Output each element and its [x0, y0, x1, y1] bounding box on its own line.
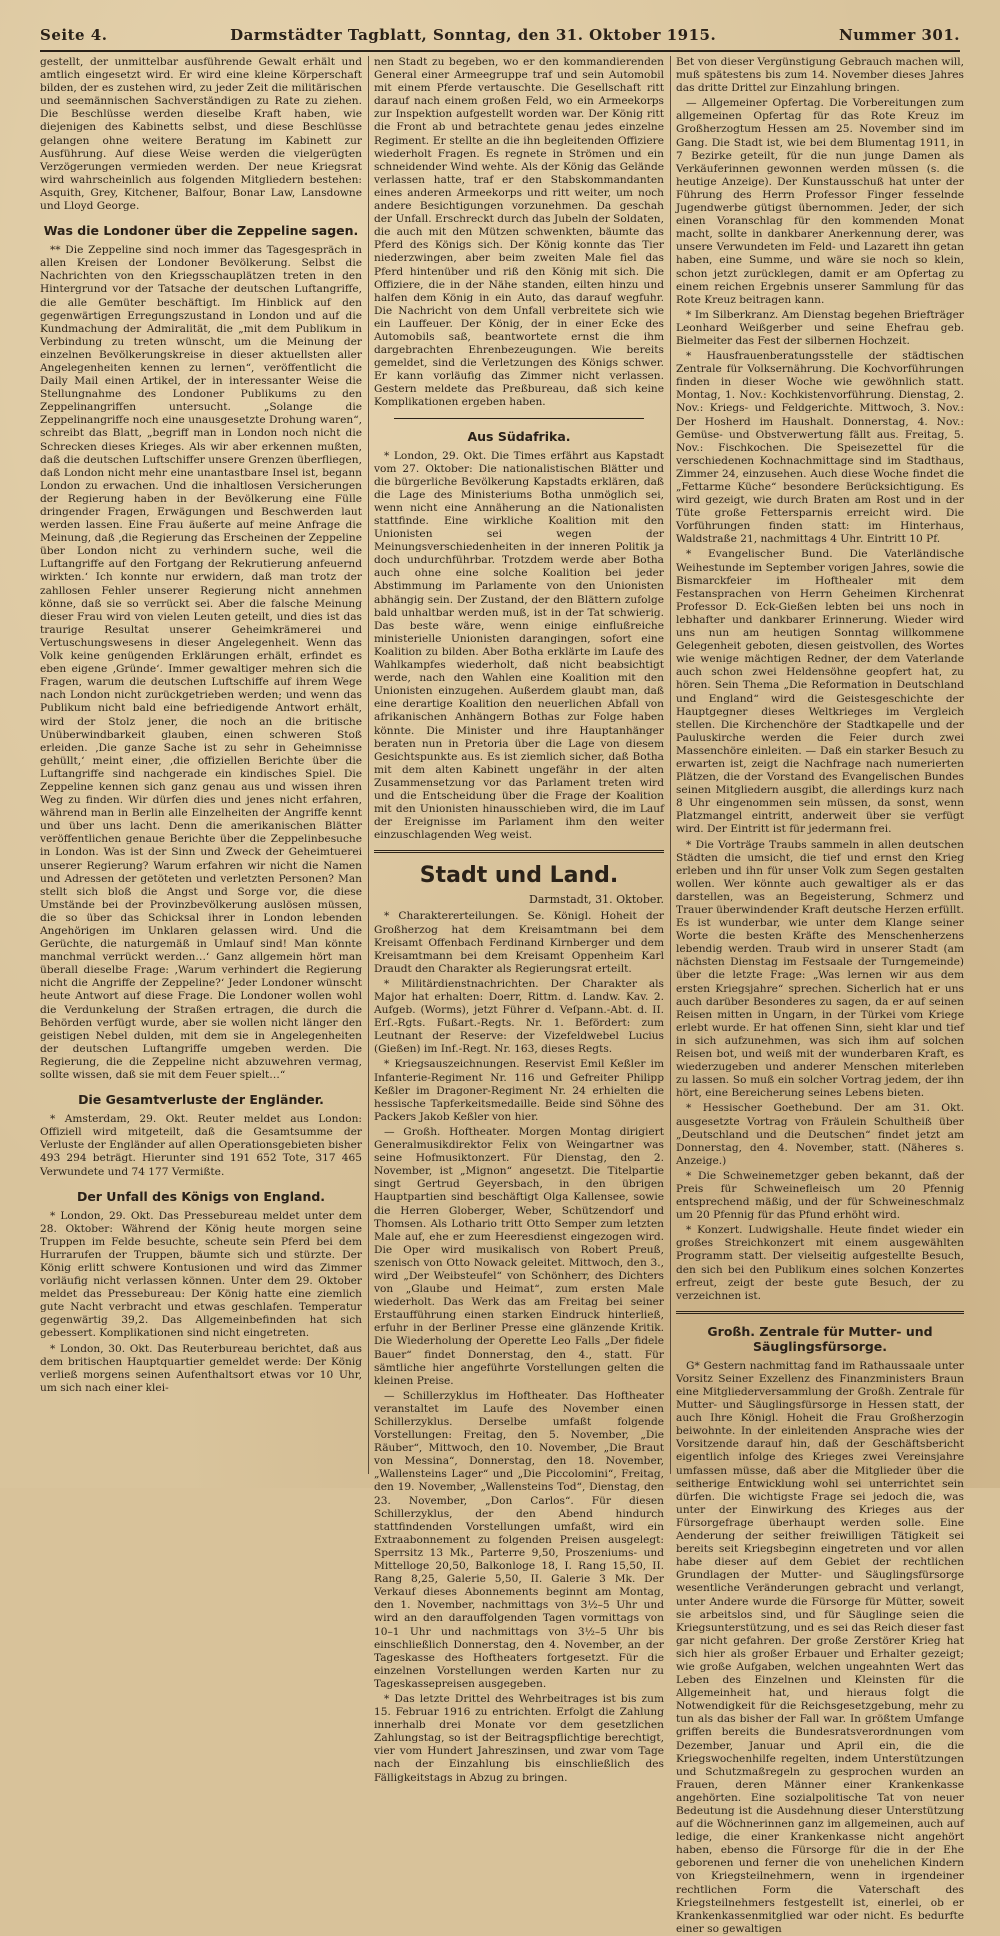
local-item: * Die Schweinemetzger geben bekannt, daß der Preis für Schweinefleisch um 20 Pfennig entsprechend mäßig, und der für Schweineschmalz um 20 Pfennig für das Pfund erhöht wird.	[676, 1169, 964, 1222]
headline-zeppeline: Was die Londoner über die Zeppeline sagen.	[43, 223, 359, 239]
page-header	[40, 26, 960, 48]
local-item: * Charaktererteilungen. Se. Königl. Hoheit der Großherzog hat dem Kreisamtmann bei dem Kreisamt Offenbach Ferdinand Kirnberger und dem Kreisamtmann bei dem Kreisamt Oppenheim Karl Draudt den Charakter als Regierungsrat erteilt.	[374, 910, 664, 975]
article-zentrale: G* Gestern nachmittag fand im Rathaussaale unter Vorsitz Seiner Exzellenz des Finanzministers Braun eine Mitgliederversammlung der Großh. Zentrale für Mutter- und Säuglingsfürsorge in Hessen statt, der auch Ihre Königl. Hoheit die Frau Großherzogin beiwohnte. In der einleitenden Ansprache wies der Vorsitzende darauf hin, daß der Geschäftsbericht eigentlich infolge des Krieges zwei Vereinsjahre umfassen müsse, daß aber die Mitglieder über die seitherige Entwicklung wohl sei unterrichtet sein dürfen. Die wichtigste Frage sei jedoch die, was unter der Einwirkung des Krieges aus der Fürsorgefrage überhaupt werden solle. Eine Aenderung der seither freiwilligen Tätigkeit sei bereits seit Kriegsbeginn eingetreten und vor allen habe dieser auf dem Gebiet der rechtlichen Grundlagen der Mutter- und Säuglingsfürsorge wesentliche Veränderungen gebracht und verlangt, unter Andere wurde die Fürsorge für Mütter, soweit sie arbeitslos sind, und für Säuglinge seien die Kriegsunterstützung, und es sei das Reich dieser fast gar nicht gefahren. Der große Zerstörer Krieg hat sich hier als großer Erbauer und Erhalter gezeigt; wie große Aufgaben, welchen ungeahnten Wert das Leben des Einzelnen und Kleinsten für die Allgemeinheit hat, und hieraus folgt die Notwendigkeit für die Reichsgesetzgebung, mehr zu tun als das bisher der Fall war. In größtem Umfange griffen bereits die Bundesratsverordnungen vom Dezember, Januar und April ein, die die Kriegswochenhilfe regelten, indem Unterstützungen und Schutzmaßregeln zu gesprochen wurden an Frauen, deren Männer einer Krankenkasse angehörten. Eine sozialpolitische Tat von neuer Bedeutung ist die Ausdehnung dieser Unterstützung auf die Wöchnerinnen ganz im allgemeinen, auch auf ledige, die einer Krankenkasse nicht angehört haben, ebenso die Fürsorge für die in der Ehe geborenen und ferner die von unehelichen Kindern von Kriegsteilnehmern, wenn in irgendeiner rechtlichen Form die Vaterschaft des Kriegsteilnehmers festgestellt ist, einerlei, ob er Krankenkassenmitglied war oder nicht. Es bedurfte einer so gewaltigen	[676, 1359, 964, 1935]
page-number: Seite 4.	[40, 26, 108, 44]
local-item: * Militärdienstnachrichten. Der Charakter als Major hat erhalten: Doerr, Rittm. d. Landw. Kav. 2. Aufgeb. (Worms), jetzt Führer d. Veſpann.-Abt. d. II. Erſ.-Rgts. Fußart.-Regts. Nr. 1. Befördert: zum Leutnant der Reserve: der Vizefeldwebel Lucius (Gießen) im Inf.-Regt. Nr. 163, dieses Regts.	[374, 977, 664, 1056]
local-item: — Schillerzyklus im Hoftheater. Das Hoftheater veranstaltet im Laufe des November einen Schillerzyklus. Derselbe umfaßt folgende Vorstellungen: Freitag, den 5. November, „Die Räuber“, Mittwoch, den 10. November, „Die Braut von Messina“, Donnerstag, den 18. November, „Wallensteins Lager“ und „Die Piccolomini“, Freitag, den 19. November, „Wallensteins Tod“, Dienstag, den 23. November, „Don Carlos“. Für diesen Schillerzyklus, der den Abend hindurch stattfindenden Vorstellungen umfaßt, wird ein Extraabonnement zu folgenden Preisen ausgelegt: Sperrsitz 13 Mk., Parterre 9,50, Proszeniums- und Mittelloge 20,50, Balkonloge 18, I. Rang 15,50, II. Rang 8,25, Galerie 5,50, II. Galerie 3 Mk. Der Verkauf dieses Abonnements beginnt am Montag, den 1. November, nachmittags von 3½–5 Uhr und wird an den darauffolgenden Tagen vormittags von 10–1 Uhr und nachmittags von 3½–5 Uhr bis einschließlich Donnerstag, den 4. November, an der Tageskasse des Hoftheaters fortgesetzt. Für die einzelnen Vorstellungen werden Karten nur zu Tageskassepreisen ausgegeben.	[374, 1389, 664, 1690]
separator	[394, 418, 644, 419]
local-item: * Konzert. Ludwigshalle. Heute findet wieder ein großes Streichkonzert mit einem ausgewählten Programm statt. Der vielseitig aufgestellte Besuch, den sich bei den Publikum eines solchen Konzertes erfreut, zeigt der beste gute Besuch, der zu verzeichnen ist.	[676, 1224, 964, 1302]
headline-gesamtverluste: Die Gesamtverluste der Engländer.	[78, 1092, 324, 1108]
local-item: * Kriegsauszeichnungen. Reservist Emil Keßler im Infanterie-Regiment Nr. 116 und Gefreiter Philipp Keßler im Dragoner-Regiment Nr. 24 erhielten die hessische Tapferkeitsmedaille. Beide sind Söhne des Packers Jakob Keßler von hier.	[374, 1058, 664, 1123]
issue-number: Nummer 301.	[838, 26, 960, 44]
article-suedafrika: * London, 29. Okt. Die Times erfährt aus Kapstadt vom 27. Oktober: Die nationalistischen Blätter und die bürgerliche Bevölkerung Kapstadts erklären, daß die Lage des Ministeriums Botha unmöglich sei, wenn nicht eine Annäherung an die Nationalisten stattfinde. Eine wirkliche Koalition mit den Unionisten sei wegen der Meinungsverschiedenheiten in der inneren Politik ja doch undurchführbar. Trotzdem werde aber Botha auch ohne eine solche Koalition bei jeder Abstimmung im Parlamente von den Unionisten abhängig sein. Der Zustand, der den Blättern zufolge bald unhaltbar werden muß, ist in der Tat schwierig. Das beste wäre, wenn einige einflußreiche ministerielle Unionisten darangingen, sofort eine Koalition zu bilden. Aber Botha erklärte im Laufe des Wahlkampfes wiederholt, daß nicht beabsichtigt werde, nach den Wahlen eine Koalition mit den Unionisten einzugehen. Außerdem glaubt man, daß eine derartige Koalition den neuerlichen Abfall von afrikanischen Anhängern Bothas zur Folge haben könnte. Die Minister und ihre Hauptanhänger beraten nun in Pretoria über die Lage von diesem Gesichtspunkte aus. Es ist ziemlich sicher, daß Botha mit dem alten Kabinett ungefähr in der alten Zusammensetzung vor das Parlament treten wird und die Entscheidung über die Frage der Koalition mit den Unionisten hinausschieben wird, die im Lauf der Ereignisse im Parlament ihm den weiter einzuschlagenden Weg weist.	[374, 449, 664, 842]
local-item: Bet von dieser Vergünstigung Gebrauch machen will, muß spätestens bis zum 14. November dieses Jahres das dritte Drittel zur Einzahlung bringen.	[676, 56, 964, 95]
local-item: * Das letzte Drittel des Wehrbeitrages ist bis zum 15. Februar 1916 zu entrichten. Erfolgt die Zahlung innerhalb drei Monate vor dem gesetzlichen Zahlungstag, so ist der Beitragspflichtige berechtigt, vier vom Hundert Jahreszinsen, und zwar vom Tage nach der Einzahlung bis einschließlich des Fälligkeitstags in Abzug zu bringen.	[374, 1692, 664, 1784]
column-divider	[368, 56, 369, 1474]
column-3	[676, 56, 964, 1935]
column-2	[374, 56, 664, 1784]
article-unfall-2: * London, 30. Okt. Das Reuterbureau berichtet, daß aus dem britischen Hauptquartier gemeldet werde: Der König verließ morgens seinen Aufenthaltsort etwas vor 10 Uhr, um sich nach einer klei-	[40, 1342, 362, 1394]
article-unfall-1: * London, 29. Okt. Das Pressebureau meldet unter dem 28. Oktober: Während der König heute morgen seine Truppen im Felde besuchte, scheute sein Pferd bei dem Hurrarufen der Truppen, bäumte sich und stürzte. Der König erlitt schwere Kontusionen und wird das Zimmer vorläufig nicht verlassen können. Unter dem 29. Oktober meldet das Pressebureau: Der König hatte eine ziemlich gute Nacht verbracht und etwas geschlafen. Temperatur gegenwärtig 39,2. Das Allgemeinbefinden hat sich gebessert. Komplikationen sind nicht eingetreten.	[40, 1209, 362, 1340]
local-item: * Die Vorträge Traubs sammeln in allen deutschen Städten die umsicht, die tief und ernst den Krieg erleben und ihn für unser Volk zum Segen gestalten wollen. Wer könnte auch gewaltiger als er das darstellen, was an Begeisterung, Schmerz und Trauer überwindender Kraft deutsche Herzen erfüllt. Es ist wunderbar, wie unter dem Klange seiner Worte die besten Kräfte des Menschenherzens lebendig werden. Traub wird in unserer Stadt (am nächsten Dienstag im Festsaale der Turngemeinde) über die letzte Frage: „Was lernen wir aus dem ersten Kriegsjahre“ sprechen. Sicherlich hat er uns auch darüber Besonderes zu sagen, da er auf seinen Reisen mitten in Ungarn, in der Türkei vom Kriege erlebt wurde. Er hat offenen Sinn, sieht klar und tief in sich aufzunehmen, was sich ihm auf solchen Reisen bot, und weiß mit der wunderbaren Kraft, es wiederzugeben und anderer Menschen miterleben zu lassen. So muß ein solcher Vortrag jedem, der ihn hört, eine Bereicherung seines Lebens bieten.	[676, 838, 964, 1100]
headline-unfall-koenig: Der Unfall des Königs von England.	[76, 1188, 326, 1204]
article-zeppeline: ** Die Zeppeline sind noch immer das Tagesgespräch in allen Kreisen der Londoner Bevölkerung. Selbst die Nachrichten von den Kriegsschauplätzen treten in den Hintergrund vor der Tatsache der deutschen Luftangriffe, die alle Gemüter beschäftigt. Im Hinblick auf den gegenwärtigen Erregungszustand in London und auf die Kundmachung der Admiralität, die „mit dem Publikum in Verbindung zu treten wünscht, um die Meinung der einzelnen Bevölkerungskreise in dieser aktuellsten aller Angelegenheiten kennen zu lernen“, veröffentlicht die Daily Mail einen Artikel, der in interessanter Weise die Stellungnahme des Londoner Publikums zu den Zeppelinangriffen untersucht. „Solange die Zeppelinangriffe noch eine unausgesetzte Drohung waren“, schreibt das Blatt, „begriff man in London noch nicht die Schrecken dieses Krieges. Als wir aber erkennen mußten, daß die deutschen Luftschiffer unsere Grenzen überfliegen, daß London nicht mehr eine unantastbare Insel ist, begann London zu erwachen. Und die inhaltlosen Versicherungen der Regierung haben in der Bevölkerung eine Fülle dringender Fragen, Erwägungen und Beschwerden laut werden lassen. Eine Frau äußerte auf meine Anfrage die Meinung, daß ‚die Regierung das Erscheinen der Zeppeline über London nicht zu verhindern suche, weil die Luftangriffe auf den Fortgang der Rekrutierung anfeuernd wirkten.‘ Ich konnte nur erwidern, daß man trotz der zahllosen Fehler unserer Regierung nicht annehmen könne, daß sie so verrückt sei. Aber die falsche Meinung dieser Frau wird von vielen Leuten geteilt, und dies ist das traurige Resultat unserer Geheimkrämerei und Vertuschungswesens in dieser Angelegenheit. Wenn das Volk keine genügenden Erklärungen erhält, erfindet es eben eigene ‚Gründe‘. Immer gewaltiger mehren sich die Fragen, warum die deutschen Luftschiffe auf ihrem Wege nach London nicht zurückgetrieben werden; und wenn das Publikum nicht bald eine befriedigende Antwort erhält, wird der Stolz jener, die noch an die britische Unüberwindbarkeit glauben, einen schweren Stoß erleiden. ‚Die ganze Sache ist zu sehr in Geheimnisse gehüllt,‘ meint einer, ‚die offiziellen Berichte über die Luftangriffe sind nachgerade ein kindisches Spiel. Die Zeppeline kennen sich ganz genau aus und wissen ihren Weg zu finden. Wir dürfen dies und jenes nicht erfahren, während man in Berlin alle Einzelheiten der Angriffe kennt und über uns lacht. Denn die amerikanischen Blätter veröffentlichen genaue Berichte über die Zeppelinbesuche in London. Was ist der Sinn und Zweck der Geheimtuerei unserer Regierung? Warum erfahren wir nicht die Namen und Adressen der getöteten und verletzten Personen? Man stellt sich bloß die Angst und Sorge vor, die diese Umstände bei der Provinzbevölkerung auslösen müssen, die so über das Schicksal ihrer in London lebenden Angehörigen im Unklaren gelassen wird. Und die Gerüchte, die naturgemäß in Umlauf sind! Man könnte manchmal verrückt werden…‘ Ganz allgemein hört man überall dieselbe Frage: ‚Warum verhindert die Regierung nicht die Angriffe der Zeppeline?‘ Jeder Londoner wünscht heute Antwort auf diese Frage. Die Londoner wollen wohl die Verdunkelung der Straßen ertragen, die durch die Behörden verfügt wurde, aber sie wollen nicht länger den geistigen Nebel dulden, mit dem sie in Angelegenheiten der deutschen Luftangriffe umgeben werden. Die Regierung, die die Zeppeline nicht abzuwehren vermag, sollte wissen, daß sie mit dem Feuer spielt…“	[40, 244, 362, 1082]
local-item: * Hausfrauenberatungsstelle der städtischen Zentrale für Volksernährung. Die Kochvorführungen finden in dieser Woche wie gewöhnlich statt. Montag, 1. Nov.: Kochkistenvorführung. Dienstag, 2. Nov.: Kriegs- und Feldgerichte. Mittwoch, 3. Nov.: Der Hosherd im Haushalt. Donnerstag, 4. Nov.: Gemüse- und Obstverwertung fällt aus. Freitag, 5. Nov.: Fischkochen. Die Speisezettel für die verschiedenen Kochnachmittage sind im Stadthaus, Zimmer 24, einzusehen. Auch diese Woche findet die „Fettarme Küche“ besondere Berücksichtigung. Es wird gezeigt, wie durch Braten am Rost und in der Tüte große Fettersparnis erreicht wird. Die Vorführungen finden statt: im Hinterhaus, Waldstraße 21, nachmittags 4 Uhr. Eintritt 10 Pf.	[676, 350, 964, 546]
newspaper-title: Darmstädter Tagblatt, Sonntag, den 31. Oktober 1915.	[230, 26, 717, 44]
section-title: Stadt und Land.	[419, 863, 619, 889]
local-item: — Großh. Hoftheater. Morgen Montag dirigiert Generalmusikdirektor Felix von Weingartner was seine Hofmusiktonzert. Für Dienstag, den 2. November, ist „Mignon“ angesetzt. Die Titelpartie singt Gertrud Geyersbach, in den übrigen Hauptpartien sind beschäftigt Olga Kallensee, sowie die Herren Globerger, Weber, Schützendorf und Thomsen. Als Lothario tritt Otto Semper zum letzten Male auf, ehe er zum Heeresdienst eingezogen wird. Die Oper wird musikalisch von Robert Preuß, szenisch von Otto Nowack geleitet. Mittwoch, den 3., wird „Der Weibsteufel“ von Schönherr, des Dichters von „Glaube und Heimat“, zum ersten Male wiederholt. Das Werk das am Freitag bei seiner Erstaufführung einen starken Eindruck hinterließ, erfuhr in der Berliner Presse eine glänzende Kritik. Die Wiederholung der Operette Leo Falls „Der fidele Bauer“ findet Donnerstag, den 4., statt. Für sämtliche hier angeführte Vorstellungen gelten die kleinen Preise.	[374, 1125, 664, 1387]
section-separator	[676, 1311, 964, 1314]
header-rule	[40, 50, 960, 52]
local-item: * Evangelischer Bund. Die Vaterländische Weihestunde im September vorigen Jahres, sowie die Bismarckfeier im Hofthealer mit dem Festansprachen von Herrn Geheimen Kirchenrat Professor D. Eck-Gießen lebten bei uns noch in lebhafter und dankbarer Erinnerung. Wieder wird uns nun am heutigen Sonntag willkommene Gelegenheit geboten, diesen geistvollen, des Wortes wie wenige mächtigen Redner, der dem Vaterlande auch schon zwei Heldensöhne geopfert hat, zu hören. Sein Thema „Die Reformation in Deutschland und England“ wird die Geistesgeschichte der Hauptgegner dieses Weltkrieges im Vergleich stellen. Die Kirchenchöre der Stadtkapelle und der Pauluskirche werden die Feier durch zwei Massenchöre einleiten. — Daß ein starker Besuch zu erwarten ist, zeigt die Nachfrage nach numerierten Plätzen, die der Vorstand des Evangelischen Bundes seinen Mitgliedern ausgibt, die allerdings kurz nach 8 Uhr eingenommen sein müssen, da sonst, wenn Platzmangel eintritt, anderweit über sie verfügt wird. Der Eintritt ist für jedermann frei.	[676, 548, 964, 836]
article-continuation: gestellt, der unmittelbar ausführende Gewalt erhält und amtlich eingesetzt wird. Er wird eine kleine Körperschaft bilden, der es zustehen wird, zu jeder Zeit die militärischen und seemännischen Sachverständigen zu Rate zu ziehen. Die Beschlüsse werden dieselbe Kraft haben, wie diejenigen des Kabinetts selbst, und diese Beschlüsse gelangen ohne weitere Beratung im Kabinett zur Ausführung. Auf diese Weise werden die vielgerügten Verzögerungen vermieden werden. Der neue Kriegsrat wird wahrscheinlich aus folgenden Mitgliedern bestehen: Asquith, Grey, Kitchener, Balfour, Bonar Law, Lansdowne und Lloyd George.	[40, 56, 362, 213]
headline-zentrale: Großh. Zentrale für Mutter- und Säuglingsfürsorge.	[707, 1323, 933, 1354]
article-continuation: nen Stadt zu begeben, wo er den kommandierenden General einer Armeegruppe traf und sein Automobil mit einem Pferde vertauschte. Die Gesellschaft ritt darauf nach einem großen Feld, wo ein Armeekorps zur Inspektion aufgestellt worden war. Der König ritt die Front ab und betrachtete genau jedes einzelne Regiment. Er stellte an die ihn begleitenden Offiziere wiederholt Fragen. Es regnete in Strömen und ein schneidender Wind wehte. Als der König das Gelände verlassen hatte, traf er den Stabskommandanten eines anderen Armeekorps und ritt weiter, um noch andere Besichtigungen vorzunehmen. Da geschah der Unfall. Erschreckt durch das Jubeln der Soldaten, die auch mit den Mützen schwenkten, bäumte das Pferd des Königs sich. Der König konnte das Tier niederzwingen, aber beim zweiten Male fiel das Pferd hintenüber und riß den König mit sich. Die Offiziere, die in der Nähe standen, eilten hinzu und halfen dem König in ein Auto, das darauf wegfuhr. Die Nachricht von dem Unfall verbreitete sich wie ein Lauffeuer. Der König, der in einer Ecke des Automobils saß, beantwortete ernst die ihm dargebrachten Ehrenbezeugungen. Wie bereits gemeldet, sind die Verletzungen des Königs schwer. Er kann vorläufig das Zimmer nicht verlassen. Gestern meldete das Preßbureau, daß sich keine Komplikationen ergeben haben.	[374, 56, 664, 409]
local-item: * Hessischer Goethebund. Der am 31. Okt. ausgesetzte Vortrag von Fräulein Schultheiß über „Deutschland und die Deutschen“ findet jetzt am Donnerstag, den 4. November, statt. (Näheres s. Anzeige.)	[676, 1102, 964, 1167]
column-divider	[670, 56, 671, 1474]
article-gesamtverluste: * Amsterdam, 29. Okt. Reuter meldet aus London: Offiziell wird mitgeteilt, daß die Gesamtsumme der Verluste der Engländer auf allen Operationsgebieten bisher 493 294 beträgt. Hierunter sind 191 652 Tote, 317 465 Verwundete und 74 177 Vermißte.	[40, 1113, 362, 1178]
dateline: Darmstadt, 31. Oktober.	[529, 893, 664, 907]
headline-suedafrika: Aus Südafrika.	[467, 428, 571, 444]
column-1	[40, 56, 362, 1474]
section-separator	[374, 850, 664, 853]
local-item: * Im Silberkranz. Am Dienstag begehen Briefträger Leonhard Weißgerber und seine Ehefrau geb. Bielmeiter das Fest der silbernen Hochzeit.	[676, 308, 964, 347]
local-item: — Allgemeiner Opfertag. Die Vorbereitungen zum allgemeinen Opfertag für das Rote Kreuz im Großherzogtum Hessen am 25. November sind im Gang. Die Stadt ist, wie bei dem Blumentag 1911, in 7 Bezirke geteilt, für die nun junge Damen als Verkäuferinnen gewonnen werden müssen (s. die heutige Anzeige). Der Kunstausschuß hat unter der Führung des Herrn Professor Finger fesselnde Jugendwerbe gütigst übernommen. Jeder, der sich einen Voranschlag für den kommenden Monat macht, sollte in dankbarer Anerkennung derer, was unsere Verwundeten im Feld- und Lazarett ihn getan haben, eine Summe, und wäre sie noch so klein, schon jetzt zurücklegen, damit er am Opfertag zu einem reichen Ergebnis unserer Sammlung für das Rote Kreuz beitragen kann.	[676, 97, 964, 306]
